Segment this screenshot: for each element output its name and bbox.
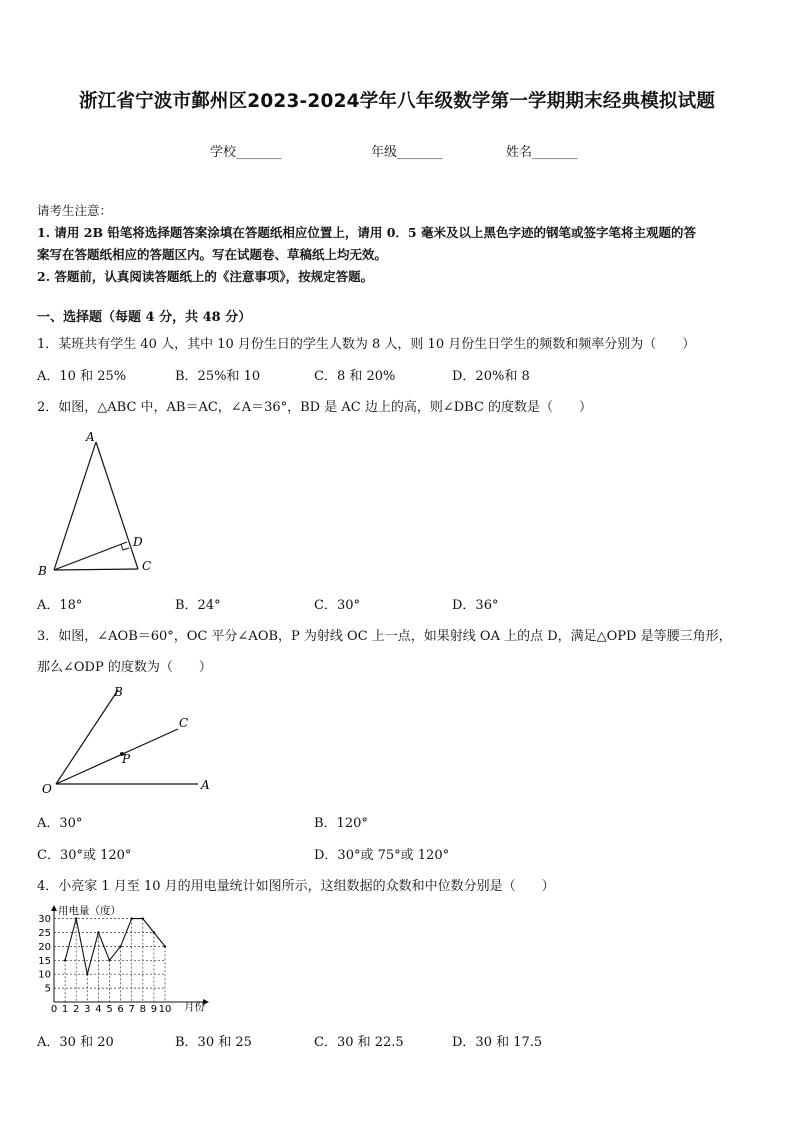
q1-option-a: A．10 和 25% [37,369,127,384]
label-a: A [86,430,95,444]
q4-option-d: D．30 和 17.5 [452,1035,543,1050]
y-axis-arrow [51,905,57,911]
y-tick-label: 25 [38,928,51,939]
y-tick-label: 10 [38,969,51,981]
q3-option-d: D．30°或 75°或 120° [314,848,450,863]
q4-option-a: A．30 和 20 [37,1035,114,1050]
label-b: B [38,564,47,578]
label-p: P [122,752,131,766]
data-point [153,931,155,933]
q4-stem: 4．小亮家 1 月至 10 月的用电量统计如图所示，这组数据的众数和中位数分别是（ ） [37,879,555,894]
section-heading: 一、选择题（每题 4 分，共 48 分） [37,310,252,325]
y-tick-label: 5 [44,983,51,995]
y-tick-label: 30 [38,914,51,926]
label-c: C [179,716,189,730]
y-tick-label: 20 [38,941,51,953]
notice-item-1-line-1: 1. 请用 2B 铅笔将选择题答案涂填在答题纸相应位置上，请用 0．5 毫米及以上黑色字迹的钢笔或签字笔将主观题的答 [37,225,696,240]
data-point [86,973,88,975]
right-angle-mark [121,544,129,550]
q1-option-c: C．8 和 20% [314,369,396,384]
data-point [108,959,110,961]
y-tick-label: 15 [38,955,51,967]
segment-bd [54,542,127,570]
q1-option-d: D．20%和 8 [452,369,530,384]
x-tick-label: 5 [106,1004,113,1014]
x-tick-label: 7 [128,1004,135,1014]
segment-ab [54,442,96,570]
q2-option-c: C．30° [314,598,360,613]
x-tick-label: 8 [139,1004,146,1014]
q2-option-b: B．24° [175,598,221,613]
y-axis-label: 用电量（度） [58,905,121,917]
q2-triangle-figure [30,428,160,583]
q3-option-c: C．30°或 120° [37,848,132,863]
label-c: C [142,559,152,573]
data-point [75,917,77,919]
x-tick-label: 6 [117,1004,124,1014]
data-point [164,945,166,947]
data-point [131,917,133,919]
exam-title: 浙江省宁波市鄞州区2023-2024学年八年级数学第一学期期末经典模拟试题 [78,91,716,112]
label-b: B [114,685,123,699]
q1-option-b: B．25%和 10 [175,369,261,384]
grade-field: 年级_______ [371,145,443,160]
q2-option-d: D．36° [452,598,499,613]
notice-item-2: 2. 答题前，认真阅读答题纸上的《注意事项》，按规定答题。 [37,269,374,284]
school-field: 学校_______ [210,145,282,160]
data-point [97,931,99,933]
q4-option-b: B．30 和 25 [175,1035,252,1050]
data-point [64,959,66,961]
notice-block [37,200,761,288]
q3-angle-figure [36,682,221,797]
x-tick-label: 9 [150,1004,158,1014]
segment-ac [96,442,138,569]
data-point [119,945,121,947]
q3-option-b: B．120° [314,816,368,831]
q2-stem: 2．如图，△ABC 中，AB＝AC，∠A＝36°，BD 是 AC 边上的高，则∠DBC 的度数是（ ） [37,400,593,415]
label-a: A [201,778,210,792]
q4-line-chart [36,902,216,1014]
label-o: O [42,782,52,796]
x-tick-label: 4 [95,1004,102,1014]
q3-option-a: A．30° [37,816,83,831]
notice-heading: 请考生注意： [37,203,113,218]
notice-item-1-line-2: 案写在答题纸相应的答题区内。写在试题卷、草稿纸上均无效。 [37,247,388,262]
q2-option-a: A．18° [37,598,83,613]
label-d: D [133,535,143,549]
x-tick-label: 0 [50,1004,58,1014]
x-tick-label: 2 [73,1004,80,1014]
data-point [142,917,144,919]
x-tick-label: 1 [61,1004,69,1014]
x-tick-label: 10 [158,1004,172,1014]
q4-option-c: C．30 和 22.5 [314,1035,404,1050]
q3-stem-line-2: 那么∠ODP 的度数为（ ） [37,660,212,675]
q3-stem-line-1: 3．如图，∠AOB＝60°，OC 平分∠AOB，P 为射线 OC 上一点，如果射线 OA 上的点 D，满足△OPD 是等腰三角形， [37,629,732,644]
q1-stem: 1．某班共有学生 40 人，其中 10 月份生日的学生人数为 8 人，则 10 月份生日学生的频数和频率分别为（ ） [37,337,696,352]
x-axis-label: 月份 [184,1001,205,1013]
x-tick-label: 3 [84,1004,91,1014]
name-field: 姓名_______ [506,145,578,160]
segment-bc [54,569,138,570]
